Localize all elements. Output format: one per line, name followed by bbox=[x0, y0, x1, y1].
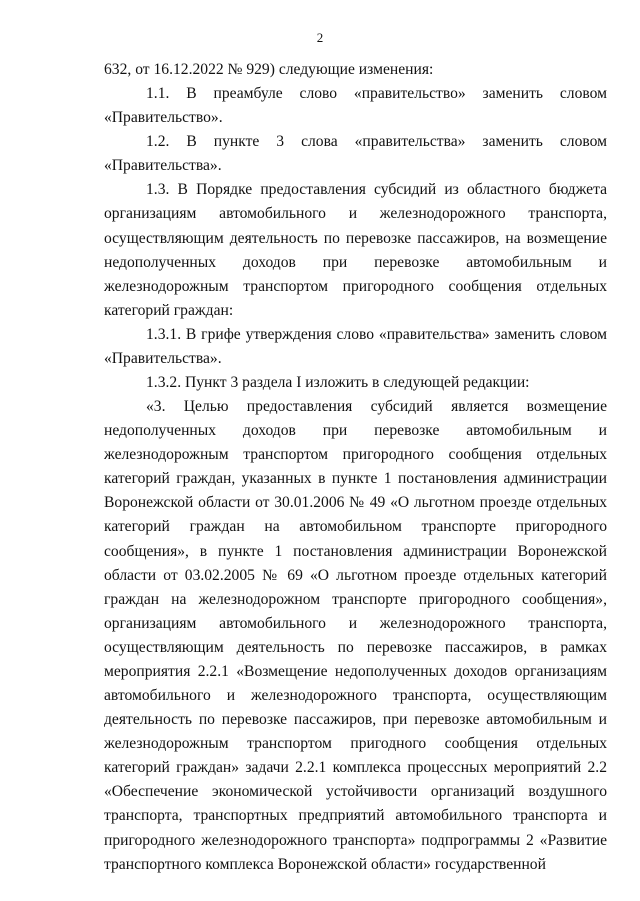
paragraph-1-2: 1.2. В пункте 3 слова «правительства» заменить словом «Правительства». bbox=[104, 133, 607, 175]
page-number: 2 bbox=[316, 30, 324, 45]
paragraph-new-clause-3: «3. Целью предоставления субсидий является возмещение недополученных доходов при перевозке автомобильным и железнодорожным транспортом пригородного сообщения отдельных категорий граждан, указанных в пункте 1 постановления администрации Воронежской области от 30.01.2006 № 49 «О льготном проезде отдельных категорий граждан на автомобильном транспорте пригородного сообщения», в пункте 1 постановления администрации Воронежской области от 03.02.2005 № 69 «О льготном проезде отдельных категорий граждан на железнодорожном транспорте пригородного сообщения», организациям автомобильного и железнодорожного транспорта, осуществляющим деятельность по перевозке пассажиров, в рамках мероприятия 2.2.1 «Возмещение недополученных доходов организациям автомобильного и железнодорожного транспорта, осуществляющим деятельность по перевозке пассажиров, при перевозке автомобильным и железнодорожным транспортом пригодного сообщения отдельных категорий граждан» задачи 2.2.1 комплекса процессных мероприятий 2.2 «Обеспечение экономической устойчивости организаций воздушного транспорта, транспортных предприятий автомобильного транспорта и пригородного железнодорожного транспорта» подпрограммы 2 «Развитие транспортного комплекса Воронежской области» государственной bbox=[104, 398, 607, 873]
document-body bbox=[104, 58, 607, 877]
paragraph-1-3: 1.3. В Порядке предоставления субсидий из областного бюджета организациям автомобильного и железнодорожного транспорта, осуществляющим деятельность по перевозке пассажиров, на возмещение недополученных доходов при перевозке автомобильным и железнодорожным транспортом пригородного сообщения отдельных категорий граждан: bbox=[104, 181, 607, 319]
paragraph-continuation: 632, от 16.12.2022 № 929) следующие изменения: bbox=[104, 61, 434, 78]
paragraph-1-1: 1.1. В преамбуле слово «правительство» заменить словом «Правительство». bbox=[104, 85, 607, 127]
paragraph-1-3-1: 1.3.1. В грифе утверждения слово «правительства» заменить словом «Правительства». bbox=[104, 325, 607, 367]
paragraph-1-3-2: 1.3.2. Пункт 3 раздела I изложить в следующей редакции: bbox=[146, 374, 530, 392]
